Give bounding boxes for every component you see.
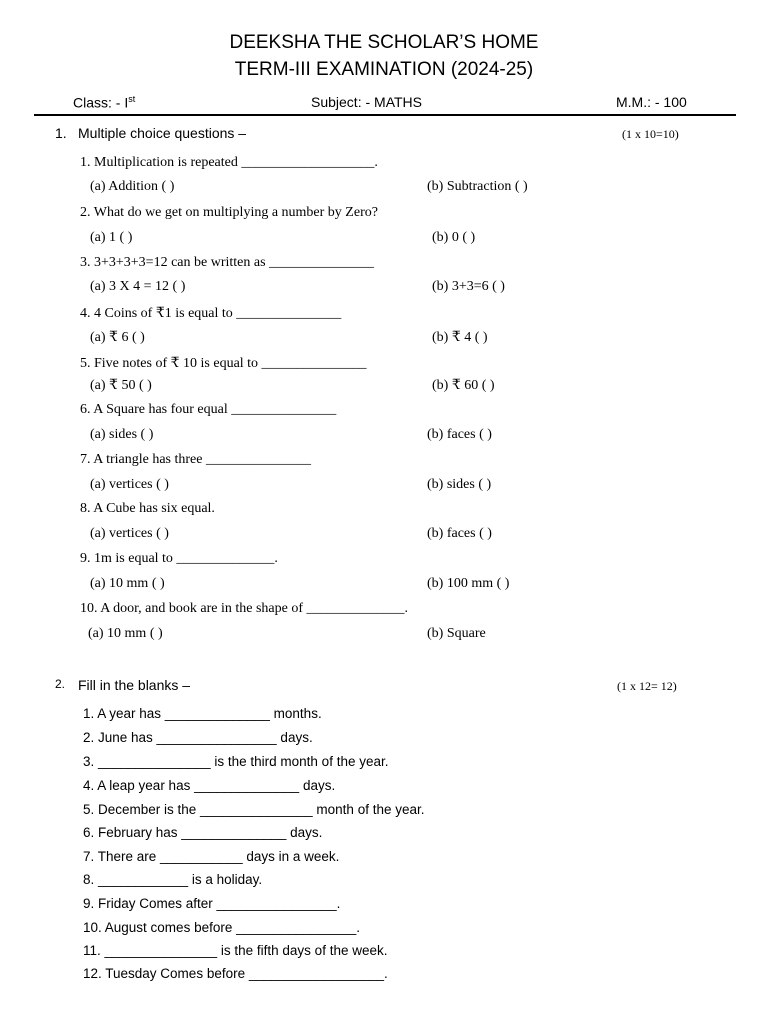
mcq-option-b: (b) Square: [427, 626, 486, 641]
section-number: 2.: [55, 677, 66, 691]
fill-item: 11. _______________ is the fifth days of the week.: [83, 943, 388, 958]
section-number: 1.: [55, 125, 67, 141]
mcq-option-a: (a) sides ( ): [90, 427, 154, 442]
fill-item: 3. _______________ is the third month of the year.: [83, 754, 389, 769]
mcq-option-b: (b) Subtraction ( ): [427, 179, 528, 194]
mcq-option-b: (b) 3+3=6 ( ): [432, 279, 505, 294]
exam-title: TERM-III EXAMINATION (2024-25): [234, 59, 534, 80]
mcq-question: 4. 4 Coins of ₹1 is equal to _______________: [80, 306, 342, 321]
fill-item: 9. Friday Comes after ________________.: [83, 896, 341, 911]
mcq-question: 7. A triangle has three _______________: [80, 452, 311, 467]
section-title-fill: Fill in the blanks –: [78, 677, 191, 693]
mcq-option-a: (a) vertices ( ): [90, 526, 169, 541]
mcq-option-b: (b) ₹ 60 ( ): [432, 378, 495, 393]
mcq-question: 3. 3+3+3+3=12 can be written as _______________: [80, 255, 375, 270]
mcq-option-b: (b) faces ( ): [427, 526, 492, 541]
mcq-question: 10. A door, and book are in the shape of ______________.: [80, 601, 409, 616]
fill-item: 8. ____________ is a holiday.: [83, 872, 263, 887]
section-marks: (1 x 12= 12): [617, 679, 677, 693]
mcq-option-a: (a) Addition ( ): [90, 179, 175, 194]
class-label: Class: - Ist: [73, 94, 136, 111]
mcq-option-b: (b) ₹ 4 ( ): [432, 330, 488, 345]
mcq-option-a: (a) 1 ( ): [90, 230, 133, 245]
mcq-option-a: (a) ₹ 6 ( ): [90, 330, 145, 345]
section-title-mcq: Multiple choice questions –: [78, 125, 247, 141]
fill-item: 1. A year has ______________ months.: [83, 706, 322, 721]
mcq-option-a: (a) 10 mm ( ): [90, 576, 165, 591]
mcq-option-b: (b) 0 ( ): [432, 230, 476, 245]
header-divider: [34, 114, 736, 116]
section-marks: (1 x 10=10): [622, 127, 679, 141]
mcq-option-b: (b) sides ( ): [427, 477, 492, 492]
fill-item: 6. February has ______________ days.: [83, 825, 323, 840]
subject-label: Subject: - MATHS: [311, 94, 422, 110]
mcq-option-a: (a) ₹ 50 ( ): [90, 378, 152, 393]
mcq-question: 8. A Cube has six equal.: [80, 501, 215, 516]
fill-item: 4. A leap year has ______________ days.: [83, 778, 336, 793]
school-name: DEEKSHA THE SCHOLAR’S HOME: [229, 32, 539, 53]
mcq-question: 6. A Square has four equal _______________: [80, 402, 337, 417]
mcq-option-a: (a) vertices ( ): [90, 477, 169, 492]
mcq-option-a: (a) 10 mm ( ): [88, 626, 163, 641]
mcq-option-a: (a) 3 X 4 = 12 ( ): [90, 279, 186, 294]
mcq-question: 5. Five notes of ₹ 10 is equal to _______________: [80, 356, 367, 371]
mcq-question: 2. What do we get on multiplying a number by Zero?: [80, 205, 378, 220]
fill-item: 10. August comes before ________________.: [83, 920, 360, 935]
mcq-question: 1. Multiplication is repeated ___________________.: [80, 155, 378, 170]
fill-item: 5. December is the _______________ month of the year.: [83, 802, 425, 817]
mcq-option-b: (b) 100 mm ( ): [427, 576, 510, 591]
fill-item: 7. There are ___________ days in a week.: [83, 849, 340, 864]
fill-item: 2. June has ________________ days.: [83, 730, 313, 745]
max-marks: M.M.: - 100: [616, 94, 687, 110]
fill-item: 12. Tuesday Comes before __________________.: [83, 966, 388, 981]
mcq-option-b: (b) faces ( ): [427, 427, 492, 442]
mcq-question: 9. 1m is equal to ______________.: [80, 551, 278, 566]
